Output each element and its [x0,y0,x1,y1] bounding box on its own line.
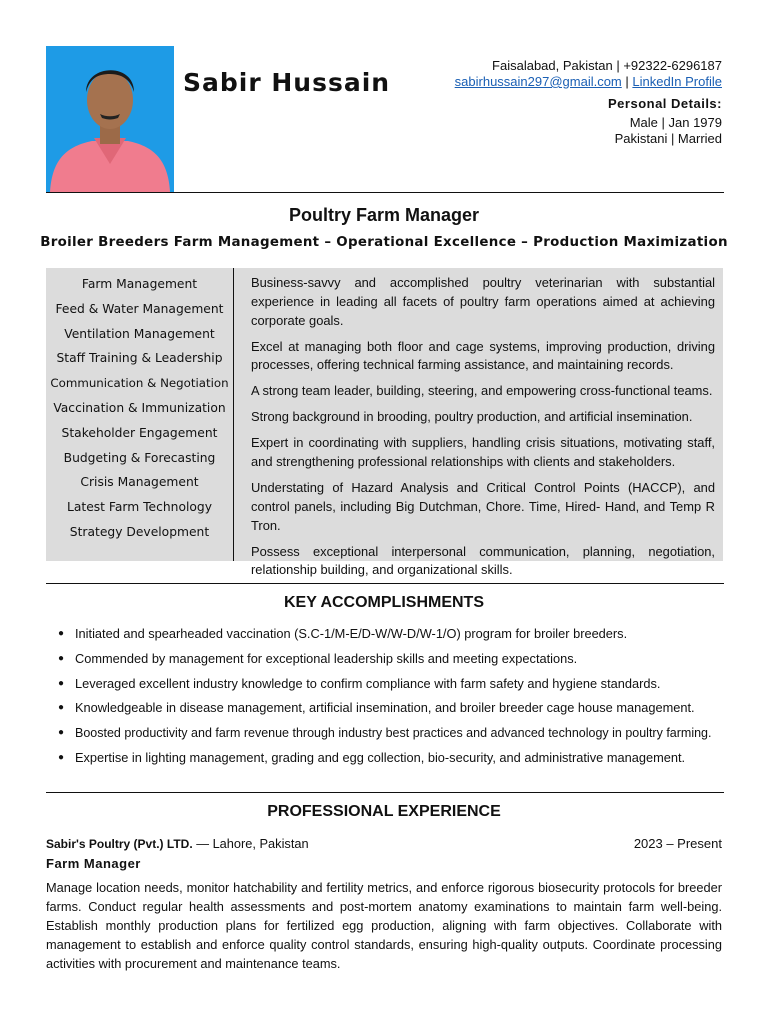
divider-experience [46,792,724,793]
summary-paragraph: Possess exceptional interpersonal communication, planning, negotiation, relationship building, and organizational skills. [251,543,715,578]
bullet-icon: ● [58,652,65,664]
list-item [58,674,728,699]
skill-item: Feed & Water Management [55,301,224,316]
bullet-icon: ● [58,702,65,714]
role-title: Farm Manager [46,856,141,871]
email-link[interactable]: sabirhussain297@gmail.com [454,74,622,89]
skill-item: Staff Training & Leadership [56,351,223,366]
summary-paragraph: Understating of Hazard Analysis and Critical Control Points (HACCP), and control panels, including Big Dutchman, Chore. Time, Hired- Hand, and Temp R Tron. [251,480,715,533]
company-location: — Lahore, Pakistan [192,836,309,851]
company-name: Sabir's Poultry (Pvt.) LTD. [46,837,193,851]
linkedin-link[interactable]: LinkedIn Profile [632,74,722,89]
accomplishment-text: Expertise in lighting management, grading and egg collection, bio-security, and administrative management. [75,749,686,765]
contact-block [392,58,722,147]
accomplishment-text: Commended by management for exceptional leadership skills and meeting expectations. [75,650,578,666]
company-line [46,836,309,851]
skill-item: Crisis Management [80,475,199,490]
personal-line-nationality: Pakistani | Married [614,131,722,146]
skills-summary-panel [46,268,723,578]
divider-accomplishments [46,583,724,584]
personal-line-gender-dob: Male | Jan 1979 [629,115,722,130]
profile-photo [46,46,174,192]
bullet-icon: ● [58,727,65,739]
bullet-icon: ● [58,628,65,639]
personal-details-title: Personal Details: [608,96,722,111]
skill-item: Latest Farm Technology [67,500,212,515]
job-title: Poultry Farm Manager [288,205,480,225]
list-item [58,649,728,674]
skill-item: Strategy Development [69,524,210,539]
list-item [58,698,728,723]
accomplishment-text: Boosted productivity and farm revenue through industry best practices and advanced technology in poultry farming. [75,726,712,741]
skill-item: Budgeting & Forecasting [63,450,216,465]
skill-item: Farm Management [81,277,198,291]
panel-divider [233,268,234,561]
employment-dates: 2023 – Present [633,836,722,851]
skills-list [46,272,233,545]
person-portrait-icon [46,46,174,192]
links-line [392,74,722,90]
accomplishments-heading: KEY ACCOMPLISHMENTS [283,594,484,611]
summary-paragraph: Strong background in brooding, poultry production, and artificial insemination. [251,409,693,425]
summary-paragraph: Business-savvy and accomplished poultry veterinarian with substantial experience in leading all facets of poultry farm operations aimed at achieving corporate goals. [251,275,715,328]
divider-top [46,192,724,193]
accomplishment-text: Leveraged excellent industry knowledge to confirm compliance with farm safety and hygiene standards. [75,675,661,691]
bullet-icon: ● [58,751,65,763]
tagline: Broiler Breeders Farm Management – Operational Excellence – Production Maximization [40,235,728,250]
list-item [58,723,728,748]
summary-paragraph: Expert in coordinating with suppliers, handling crisis situations, motivating staff, and strengthening professional relationships with clients and stakeholders. [251,435,715,470]
list-item [58,748,728,773]
location-phone: Faisalabad, Pakistan | +92322-6296187 [492,58,722,73]
accomplishments-list [58,624,728,773]
skill-item: Vaccination & Immunization [53,400,226,415]
summary-text [251,274,715,587]
experience-heading: PROFESSIONAL EXPERIENCE [267,803,501,820]
bullet-icon: ● [58,677,65,689]
skill-item: Stakeholder Engagement [61,425,218,440]
skill-item: Communication & Negotiation [50,376,229,391]
role-description: Manage location needs, monitor hatchability and fertility metrics, and enforce rigorous biosecurity protocols for breeder farms. Conduct regular health assessments and post-mortem anatomy examinations to maintain farm well-being. Establish monthly production plans for fertilized egg production, aligning with farm objectives. Collaborate with management to establish and enforce quality control standards, ensuring high-quality outputs. Coordinate processing activities with procurement and maintenance teams. [46,880,722,971]
link-separator: | [621,74,633,89]
summary-paragraph: A strong team leader, building, steering, and empowering cross-functional teams. [251,383,713,399]
skill-item: Ventilation Management [64,326,215,341]
list-item [58,624,728,649]
candidate-name: Sabir Hussain [183,68,391,97]
accomplishment-text: Initiated and spearheaded vaccination (S.C-1/M-E/D-W/W-D/W-1/O) program for broiler breeders. [75,626,628,641]
summary-paragraph: Excel at managing both floor and cage systems, improving production, driving processes, offering technical farming assistance, and maintaining records. [251,338,715,373]
accomplishment-text: Knowledgeable in disease management, artificial insemination, and broiler breeder cage house management. [75,700,695,716]
